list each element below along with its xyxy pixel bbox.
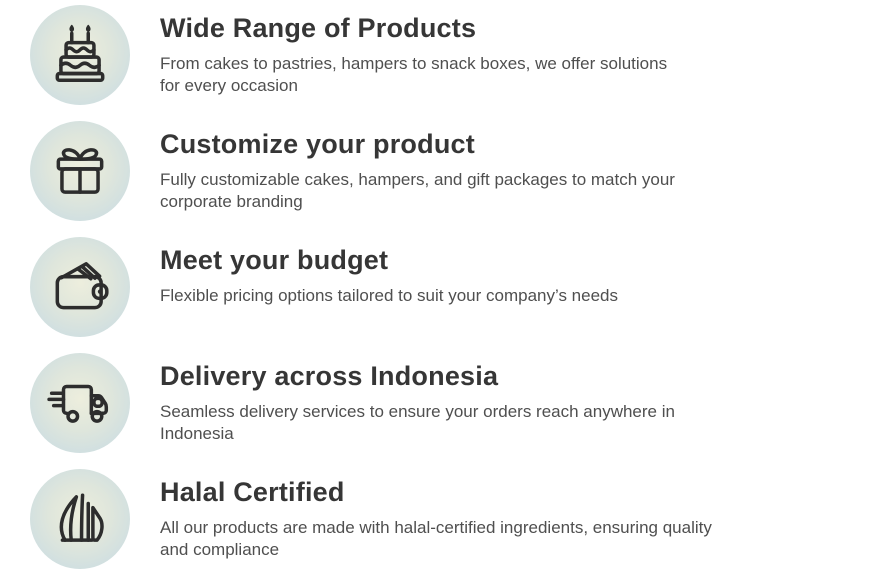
description-line: From cakes to pastries, hampers to snack boxes, we offer solutions: [160, 54, 668, 74]
feature-title: Customize your product: [160, 129, 475, 159]
feature-icon-circle: [30, 469, 130, 569]
feature-text-block: [160, 464, 712, 561]
description-line: for every occasion: [160, 76, 298, 96]
feature-row-customize: [0, 116, 875, 232]
feature-text-block: [160, 0, 667, 97]
feature-row-halal: [0, 464, 875, 580]
description-line: Flexible pricing options tailored to suit your company’s needs: [160, 286, 618, 306]
feature-icon-circle: [30, 353, 130, 453]
description-line: and compliance: [160, 540, 280, 560]
feature-text-block: [160, 348, 675, 445]
feature-icon-circle: [30, 121, 130, 221]
feature-title: Wide Range of Products: [160, 13, 477, 43]
feature-description: [160, 401, 675, 445]
feature-row-products: [0, 0, 875, 116]
description-line: All our products are made with halal-certified ingredients, ensuring quality: [160, 518, 712, 538]
feature-description: [160, 53, 667, 97]
cake-icon: [47, 22, 113, 88]
feature-title: Delivery across Indonesia: [160, 361, 499, 391]
feature-description: [160, 517, 712, 561]
delivery-truck-icon: [47, 370, 113, 436]
gift-icon: [47, 138, 113, 204]
feature-text-block: [160, 116, 675, 213]
feature-row-delivery: [0, 348, 875, 464]
feature-icon-circle: [30, 5, 130, 105]
feature-text-block: [160, 232, 618, 307]
feature-title: Halal Certified: [160, 477, 345, 507]
wallet-icon: [47, 254, 113, 320]
description-line: Indonesia: [160, 424, 234, 444]
description-line: Fully customizable cakes, hampers, and gift packages to match your: [160, 170, 675, 190]
feature-title: Meet your budget: [160, 245, 389, 275]
feature-row-budget: [0, 232, 875, 348]
feature-description: [160, 285, 618, 307]
halal-icon: [47, 486, 113, 552]
description-line: corporate branding: [160, 192, 303, 212]
description-line: Seamless delivery services to ensure your orders reach anywhere in: [160, 402, 675, 422]
feature-description: [160, 169, 675, 213]
feature-icon-circle: [30, 237, 130, 337]
